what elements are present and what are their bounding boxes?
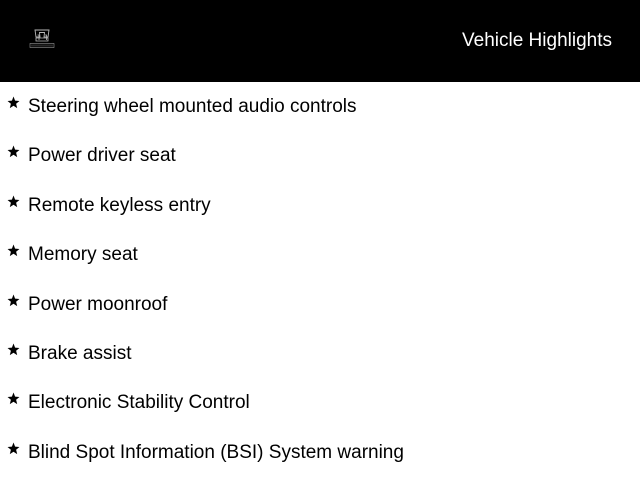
star-icon (7, 244, 20, 257)
highlight-label: Blind Spot Information (BSI) System warning (28, 441, 404, 463)
star-icon (7, 294, 20, 307)
list-item (0, 281, 640, 330)
highlight-label: Steering wheel mounted audio controls (28, 96, 357, 117)
list-item (0, 182, 640, 231)
star-icon (7, 442, 20, 455)
list-item (0, 330, 640, 379)
highlight-label: Power driver seat (28, 145, 176, 167)
list-item (0, 132, 640, 181)
list-item (0, 429, 640, 478)
honda-logo (27, 28, 57, 50)
highlight-label: Remote keyless entry (28, 194, 211, 216)
star-icon (7, 343, 20, 356)
list-item (0, 83, 640, 132)
star-icon (7, 392, 20, 405)
list-item (0, 379, 640, 428)
star-icon (7, 96, 20, 109)
star-icon (7, 145, 20, 158)
highlight-label: Power moonroof (28, 293, 168, 315)
highlight-label: Brake assist (28, 342, 132, 364)
star-icon (7, 195, 20, 208)
highlights-list (0, 83, 640, 478)
page-title: Vehicle Highlights (462, 30, 612, 51)
highlight-label: Memory seat (28, 244, 138, 266)
header-bar (0, 0, 640, 82)
list-item (0, 231, 640, 280)
highlight-label: Electronic Stability Control (28, 392, 250, 414)
